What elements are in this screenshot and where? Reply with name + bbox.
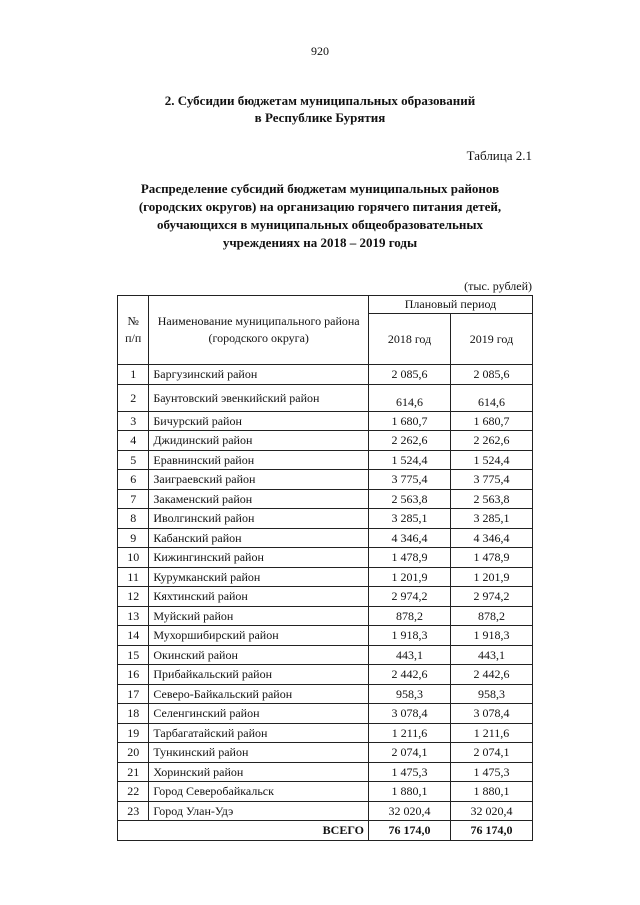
value-2019: 958,3 xyxy=(451,684,533,704)
row-number: 8 xyxy=(118,509,149,529)
total-2018: 76 174,0 xyxy=(369,821,451,841)
table-row xyxy=(118,704,533,724)
value-2019: 2 262,6 xyxy=(451,431,533,451)
row-number: 19 xyxy=(118,723,149,743)
table-row xyxy=(118,665,533,685)
value-2018: 1 478,9 xyxy=(369,548,451,568)
row-number: 7 xyxy=(118,489,149,509)
value-2019: 1 524,4 xyxy=(451,450,533,470)
table-row xyxy=(118,606,533,626)
value-2019: 3 078,4 xyxy=(451,704,533,724)
district-name: Мухоршибирский район xyxy=(149,626,369,646)
table-row xyxy=(118,528,533,548)
district-name: Прибайкальский район xyxy=(149,665,369,685)
table-row xyxy=(118,645,533,665)
row-number: 14 xyxy=(118,626,149,646)
value-2019: 2 442,6 xyxy=(451,665,533,685)
row-number: 3 xyxy=(118,411,149,431)
value-2018: 1 201,9 xyxy=(369,567,451,587)
section-title-line: в Республике Бурятия xyxy=(254,110,386,125)
table-row xyxy=(118,411,533,431)
value-2018: 4 346,4 xyxy=(369,528,451,548)
district-name: Кяхтинский район xyxy=(149,587,369,607)
value-2019: 1 211,6 xyxy=(451,723,533,743)
header-2018: 2018 год xyxy=(369,314,451,365)
value-2019: 4 346,4 xyxy=(451,528,533,548)
units-note: (тыс. рублей) xyxy=(464,279,532,293)
total-2019: 76 174,0 xyxy=(451,821,533,841)
value-2019: 2 974,2 xyxy=(451,587,533,607)
section-title xyxy=(0,92,640,126)
row-number: 2 xyxy=(118,384,149,411)
total-row xyxy=(118,821,533,841)
value-2019: 3 285,1 xyxy=(451,509,533,529)
value-2019: 1 880,1 xyxy=(451,782,533,802)
table-row xyxy=(118,567,533,587)
value-2019: 1 201,9 xyxy=(451,567,533,587)
value-2018: 1 475,3 xyxy=(369,762,451,782)
district-name: Курумканский район xyxy=(149,567,369,587)
header-2019: 2019 год xyxy=(451,314,533,365)
header-num: № п/п xyxy=(118,296,149,365)
value-2018: 2 074,1 xyxy=(369,743,451,763)
row-number: 4 xyxy=(118,431,149,451)
table-row xyxy=(118,723,533,743)
district-name: Баунтовский эвенкийский район xyxy=(149,384,369,411)
row-number: 22 xyxy=(118,782,149,802)
row-number: 21 xyxy=(118,762,149,782)
table-row xyxy=(118,489,533,509)
table-row xyxy=(118,450,533,470)
table-row xyxy=(118,782,533,802)
caption-line: учреждениях на 2018 – 2019 годы xyxy=(222,235,418,250)
value-2018: 1 880,1 xyxy=(369,782,451,802)
value-2018: 2 442,6 xyxy=(369,665,451,685)
value-2018: 3 078,4 xyxy=(369,704,451,724)
caption-line: обучающихся в муниципальных общеобразовательных xyxy=(156,217,484,232)
value-2018: 2 563,8 xyxy=(369,489,451,509)
table-row xyxy=(118,762,533,782)
value-2018: 1 918,3 xyxy=(369,626,451,646)
row-number: 13 xyxy=(118,606,149,626)
value-2019: 1 680,7 xyxy=(451,411,533,431)
table-row xyxy=(118,470,533,490)
value-2018: 1 211,6 xyxy=(369,723,451,743)
row-number: 11 xyxy=(118,567,149,587)
value-2019: 3 775,4 xyxy=(451,470,533,490)
value-2018: 443,1 xyxy=(369,645,451,665)
value-2018: 878,2 xyxy=(369,606,451,626)
district-name: Тункинский район xyxy=(149,743,369,763)
table-label: Таблица 2.1 xyxy=(466,148,532,163)
district-name: Кижингинский район xyxy=(149,548,369,568)
row-number: 23 xyxy=(118,801,149,821)
district-name: Кабанский район xyxy=(149,528,369,548)
district-name: Окинский район xyxy=(149,645,369,665)
value-2018: 614,6 xyxy=(369,384,451,411)
value-2019: 443,1 xyxy=(451,645,533,665)
table-row xyxy=(118,509,533,529)
value-2019: 2 563,8 xyxy=(451,489,533,509)
district-name: Северо-Байкальский район xyxy=(149,684,369,704)
subsidy-table xyxy=(117,295,533,841)
value-2018: 32 020,4 xyxy=(369,801,451,821)
district-name: Закаменский район xyxy=(149,489,369,509)
district-name: Город Улан-Удэ xyxy=(149,801,369,821)
row-number: 1 xyxy=(118,365,149,385)
header-plan: Плановый период xyxy=(369,296,533,314)
table-row xyxy=(118,801,533,821)
row-number: 16 xyxy=(118,665,149,685)
value-2018: 3 775,4 xyxy=(369,470,451,490)
value-2019: 2 074,1 xyxy=(451,743,533,763)
row-number: 6 xyxy=(118,470,149,490)
value-2019: 2 085,6 xyxy=(451,365,533,385)
table-row xyxy=(118,626,533,646)
district-name: Заиграевский район xyxy=(149,470,369,490)
section-title-line: 2. Субсидии бюджетам муниципальных образований xyxy=(164,93,476,108)
header-name: Наименование муниципального района (городского округа) xyxy=(149,296,369,365)
value-2018: 2 974,2 xyxy=(369,587,451,607)
table-row xyxy=(118,384,533,411)
page-number: 920 xyxy=(311,44,329,58)
district-name: Хоринский район xyxy=(149,762,369,782)
row-number: 15 xyxy=(118,645,149,665)
value-2019: 1 475,3 xyxy=(451,762,533,782)
table-row xyxy=(118,365,533,385)
value-2019: 1 918,3 xyxy=(451,626,533,646)
table-row xyxy=(118,743,533,763)
district-name: Бичурский район xyxy=(149,411,369,431)
row-number: 20 xyxy=(118,743,149,763)
value-2018: 1 680,7 xyxy=(369,411,451,431)
value-2019: 32 020,4 xyxy=(451,801,533,821)
table-caption xyxy=(0,180,640,252)
district-name: Тарбагатайский район xyxy=(149,723,369,743)
row-number: 18 xyxy=(118,704,149,724)
table-row xyxy=(118,548,533,568)
district-name: Иволгинский район xyxy=(149,509,369,529)
value-2018: 1 524,4 xyxy=(369,450,451,470)
row-number: 12 xyxy=(118,587,149,607)
district-name: Селенгинский район xyxy=(149,704,369,724)
value-2018: 2 085,6 xyxy=(369,365,451,385)
row-number: 5 xyxy=(118,450,149,470)
table-row xyxy=(118,587,533,607)
total-label: ВСЕГО xyxy=(118,821,369,841)
caption-line: Распределение субсидий бюджетам муниципальных районов xyxy=(140,181,500,196)
value-2018: 3 285,1 xyxy=(369,509,451,529)
table-row xyxy=(118,431,533,451)
row-number: 10 xyxy=(118,548,149,568)
value-2019: 878,2 xyxy=(451,606,533,626)
value-2019: 614,6 xyxy=(451,384,533,411)
table-row xyxy=(118,684,533,704)
value-2018: 958,3 xyxy=(369,684,451,704)
row-number: 9 xyxy=(118,528,149,548)
district-name: Баргузинский район xyxy=(149,365,369,385)
caption-line: (городских округов) на организацию горячего питания детей, xyxy=(138,199,502,214)
district-name: Еравнинский район xyxy=(149,450,369,470)
value-2018: 2 262,6 xyxy=(369,431,451,451)
district-name: Муйский район xyxy=(149,606,369,626)
district-name: Джидинский район xyxy=(149,431,369,451)
district-name: Город Северобайкальск xyxy=(149,782,369,802)
row-number: 17 xyxy=(118,684,149,704)
value-2019: 1 478,9 xyxy=(451,548,533,568)
